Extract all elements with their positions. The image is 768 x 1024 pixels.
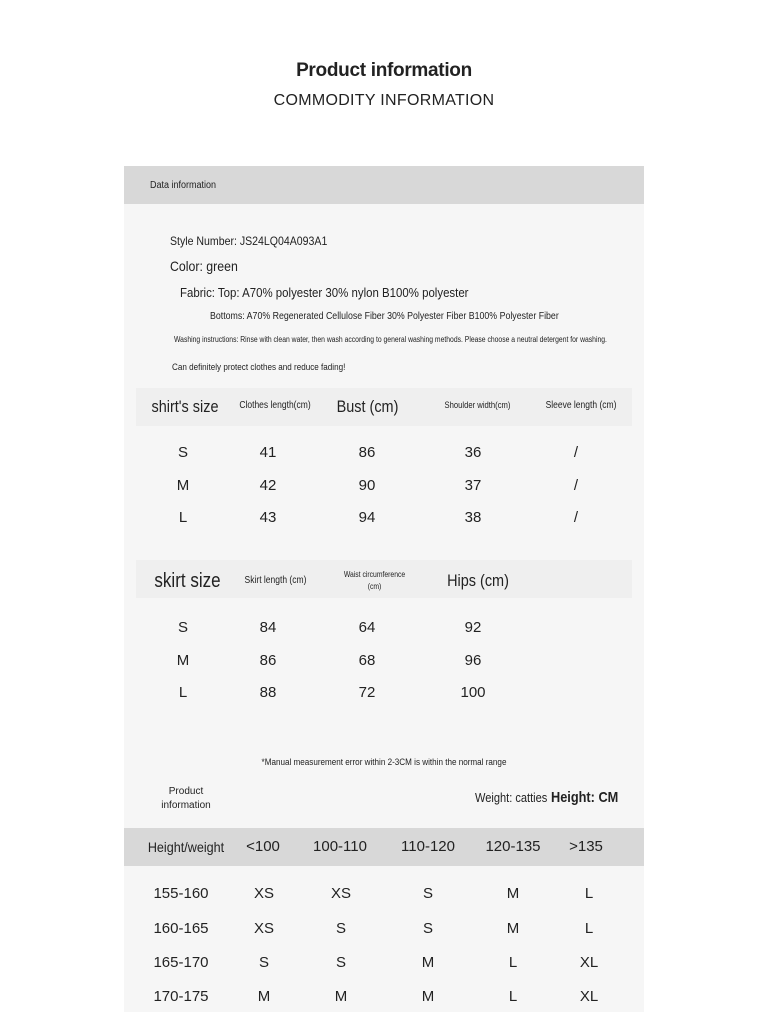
- shoulder-width-header: Shoulder width(cm): [444, 400, 511, 410]
- measurement-note: *Manual measurement error within 2-3CM is within the normal range: [261, 757, 507, 767]
- height-weight-header: Height/weight: [147, 839, 225, 855]
- table-cell: 38: [464, 509, 482, 526]
- table-cell: 165-170: [153, 954, 209, 971]
- table-cell: 88: [259, 684, 277, 701]
- table-cell: L: [584, 885, 594, 902]
- protect-info: Can definitely protect clothes and reduce fading!: [172, 362, 346, 372]
- table-cell: 96: [464, 652, 482, 669]
- table-cell: L: [178, 684, 188, 701]
- table-cell: S: [335, 954, 346, 971]
- table-cell: M: [257, 988, 271, 1005]
- sleeve-length-header: Sleeve length (cm): [545, 400, 617, 411]
- table-cell: 37: [464, 477, 482, 494]
- table-cell: 90: [358, 477, 376, 494]
- skirt-length-header: Skirt length (cm): [244, 575, 307, 586]
- table-cell: S: [422, 920, 433, 937]
- hips-header: Hips (cm): [447, 571, 509, 590]
- weight-range-header: 120-135: [485, 838, 541, 855]
- waist-header: Waist circumference: [343, 570, 406, 579]
- table-cell: 42: [259, 477, 277, 494]
- table-cell: 86: [259, 652, 277, 669]
- table-cell: M: [506, 920, 520, 937]
- style-number: Style Number: JS24LQ04A093A1: [170, 234, 328, 248]
- table-cell: XL: [579, 988, 599, 1005]
- table-cell: L: [508, 988, 518, 1005]
- weight-range-header: 110-120: [401, 838, 455, 855]
- guide-label-line2: information: [161, 800, 211, 811]
- weight-unit: Weight: catties: [475, 790, 548, 805]
- weight-range-header: 100-110: [313, 838, 367, 855]
- panel-header: [124, 166, 644, 204]
- table-cell: M: [176, 652, 190, 669]
- waist-unit-header: (cm): [367, 582, 382, 591]
- table-cell: M: [334, 988, 348, 1005]
- table-cell: L: [178, 509, 188, 526]
- fabric-info: Fabric: Top: A70% polyester 30% nylon B100% polyester: [180, 285, 469, 300]
- table-cell: XL: [579, 954, 599, 971]
- shirt-size-header: shirt's size: [151, 397, 219, 416]
- table-cell: L: [584, 920, 594, 937]
- height-unit: Height: CM: [551, 789, 619, 806]
- table-cell: 100: [460, 684, 486, 701]
- table-cell: 72: [358, 684, 376, 701]
- table-cell: 94: [358, 509, 376, 526]
- table-cell: S: [177, 619, 188, 636]
- table-cell: XS: [330, 885, 351, 902]
- table-cell: 155-160: [153, 885, 209, 902]
- page-title: Product information: [296, 60, 472, 81]
- color-info: Color: green: [170, 258, 238, 274]
- clothes-length-header: Clothes length(cm): [239, 400, 311, 411]
- weight-range-header: >135: [569, 838, 603, 855]
- table-cell: L: [508, 954, 518, 971]
- bust-header: Bust (cm): [336, 397, 399, 416]
- table-cell: XS: [253, 920, 274, 937]
- table-cell: /: [573, 509, 579, 526]
- table-cell: 68: [358, 652, 376, 669]
- table-cell: /: [573, 444, 579, 461]
- table-cell: 160-165: [153, 920, 209, 937]
- table-cell: S: [335, 920, 346, 937]
- panel-heading: Data information: [150, 180, 217, 191]
- table-cell: M: [421, 954, 435, 971]
- table-cell: 36: [464, 444, 482, 461]
- table-cell: 170-175: [153, 988, 209, 1005]
- guide-label-line1: Product: [168, 786, 204, 797]
- table-cell: 64: [358, 619, 376, 636]
- table-cell: S: [258, 954, 269, 971]
- table-cell: M: [506, 885, 520, 902]
- table-cell: S: [177, 444, 188, 461]
- table-cell: M: [421, 988, 435, 1005]
- table-cell: 43: [259, 509, 277, 526]
- table-cell: 92: [464, 619, 482, 636]
- bottoms-info: Bottoms: A70% Regenerated Cellulose Fiber 30% Polyester Fiber B100% Polyester Fiber: [210, 311, 559, 322]
- table-cell: 84: [259, 619, 277, 636]
- table-cell: S: [422, 885, 433, 902]
- table-cell: /: [573, 477, 579, 494]
- washing-info: Washing instructions: Rinse with clean water, then wash according to general washing methods. Please choose a neutral detergent for washing.: [174, 335, 607, 344]
- table-cell: XS: [253, 885, 274, 902]
- table-cell: 41: [259, 444, 277, 461]
- skirt-size-header: skirt size: [154, 570, 221, 592]
- weight-range-header: <100: [246, 838, 280, 855]
- table-cell: 86: [358, 444, 376, 461]
- page-subtitle: COMMODITY INFORMATION: [273, 92, 495, 109]
- table-cell: M: [176, 477, 190, 494]
